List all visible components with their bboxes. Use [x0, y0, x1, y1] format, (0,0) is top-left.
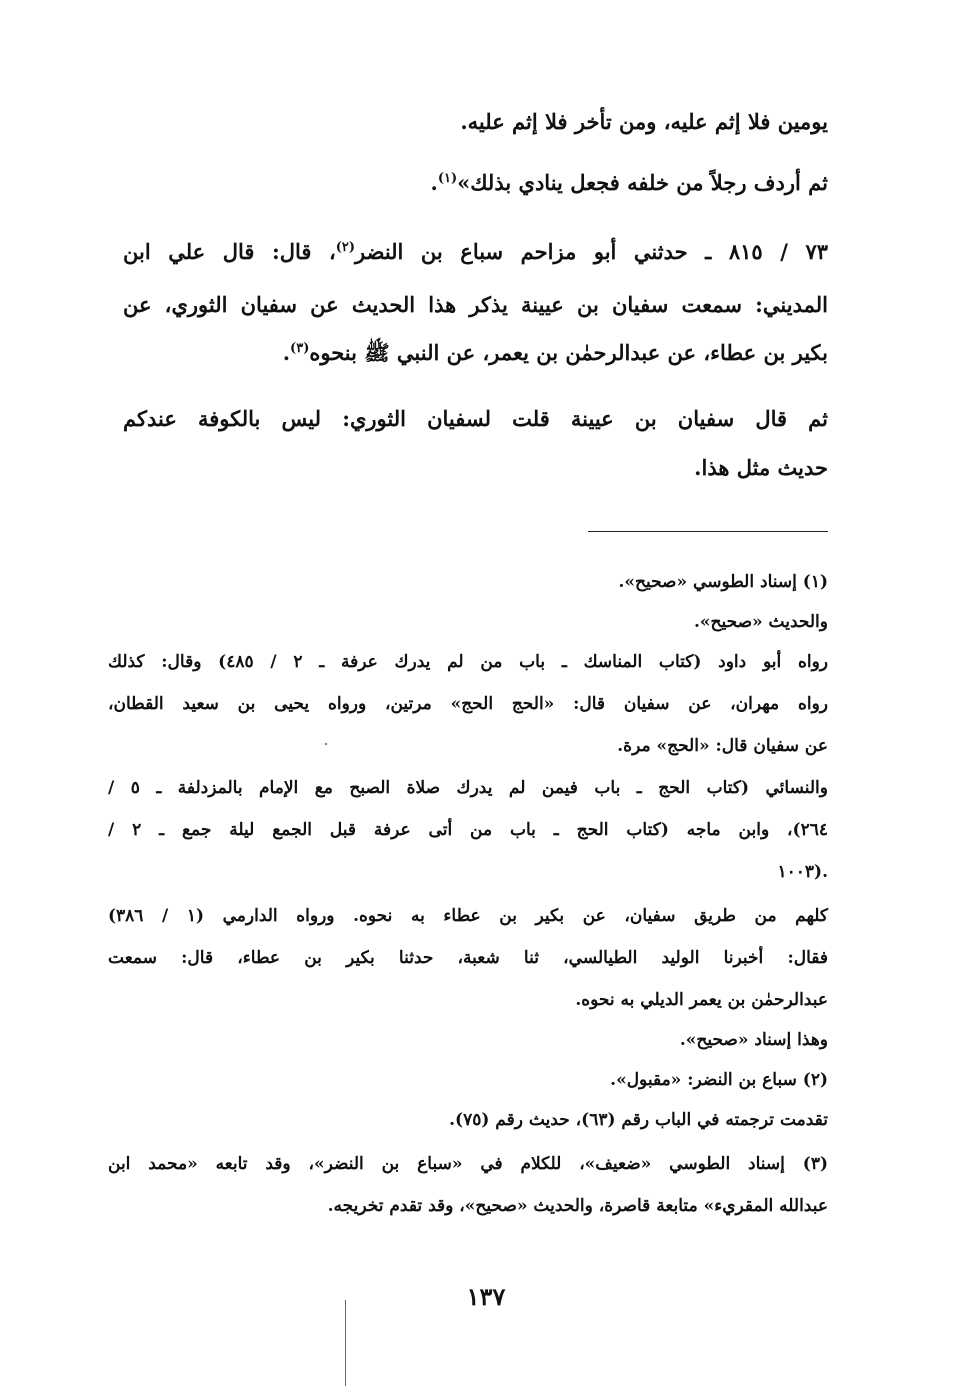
footnote-ref-1: (١) [437, 171, 458, 186]
footnote-1-line-6: والنسائي (كتاب الحج ـ باب فيمن لم يدرك صلاة الصبح مع الإمام بالمزدلفة ـ ٥ / [108, 778, 828, 798]
footnote-1-line-12: وهذا إسناد «صحيح». [679, 1030, 828, 1050]
footnote-1-line-5: عن سفيان قال: «الحج» مرة. [617, 736, 828, 756]
body-line-5-text: بكير بن عطاء، عن عبدالرحمٰن بن يعمر، عن النبي ﷺ بنحوه [309, 340, 828, 365]
footnote-2-line-2: تقدمت ترجمته في الباب رقم (٦٣)، حديث رقم (٧٥). [449, 1110, 828, 1130]
footnote-1-line-8: ١٠٠٣). [777, 862, 828, 882]
scan-speck [325, 743, 327, 745]
footnote-1-line-9: كلهم من طريق سفيان، عن بكير بن عطاء به نحوه. ورواه الدارمي (١ / ٣٨٦) [108, 906, 829, 926]
footnote-3-line-2: عبدالله المقريء» متابعة قاصرة، والحديث «صحيح»، وقد تقدم تخريجه. [327, 1196, 828, 1216]
body-line-2-text: ثم أردف رجلاً من خلفه فجعل ينادي بذلك» [457, 170, 828, 195]
period: . [430, 170, 438, 195]
body-line-6: ثم قال سفيان بن عيينة قلت لسفيان الثوري: ليس بالكوفة عندكم [123, 406, 828, 431]
hadith-intro: ٧٣ / ٨١٥ ـ حدثني أبو مزاحم سباع بن النضر [355, 239, 828, 264]
body-line-1: يومين فلا إثم عليه، ومن تأخر فلا إثم عليه. [460, 109, 828, 134]
footnote-ref-3: (٣) [290, 341, 310, 356]
footnote-1-line-2: والحديث «صحيح». [693, 612, 828, 632]
footnote-1-line-3: رواه أبو داود (كتاب المناسك ـ باب من لم يدرك عرفة ـ ٢ / ٤٨٥) وقال: كذلك [108, 652, 829, 672]
body-line-5 [283, 335, 828, 371]
body-line-4: المديني: سمعت سفيان بن عيينة يذكر هذا الحديث عن سفيان الثوري، عن [123, 292, 828, 317]
hadith-intro-cont: ، قال: قال علي ابن [123, 239, 336, 264]
footnote-1-line-10: فقال: أخبرنا الوليد الطيالسي، ثنا شعبة، حدثنا بكير بن عطاء، قال: سمعت [108, 948, 828, 968]
footnote-1-line-11: عبدالرحمٰن بن يعمر الديلي به نحوه. [575, 990, 828, 1010]
page-number: ١٣٧ [466, 1282, 506, 1311]
body-line-3 [123, 234, 828, 270]
body-line-2 [431, 165, 829, 201]
footnote-ref-2: (٢) [335, 240, 356, 255]
period: . [282, 340, 291, 365]
footnote-3-line-1: (٣) إسناد الطوسي «ضعيف»، للكلام في «سباع بن النضر»، وقد تابعه «محمد ابن [108, 1154, 828, 1174]
footnote-separator [588, 531, 828, 532]
footnote-1-line-4: رواه مهران، عن سفيان قال: «الحج الحج» مرتين، ورواه يحيى بن سعيد القطان، [108, 694, 828, 714]
footnote-1-line-1: (١) إسناد الطوسي «صحيح». [618, 572, 828, 592]
footnote-2-line-1: (٢) سباع بن النضر: «مقبول». [610, 1070, 828, 1090]
body-line-7: حديث مثل هذا. [694, 455, 828, 480]
scan-margin-line [345, 1300, 346, 1386]
footnote-1-line-7: ٢٦٤)، وابن ماجه (كتاب الحج ـ باب من أتى عرفة قبل الجمع ليلة جمع ـ ٢ / [108, 820, 828, 840]
